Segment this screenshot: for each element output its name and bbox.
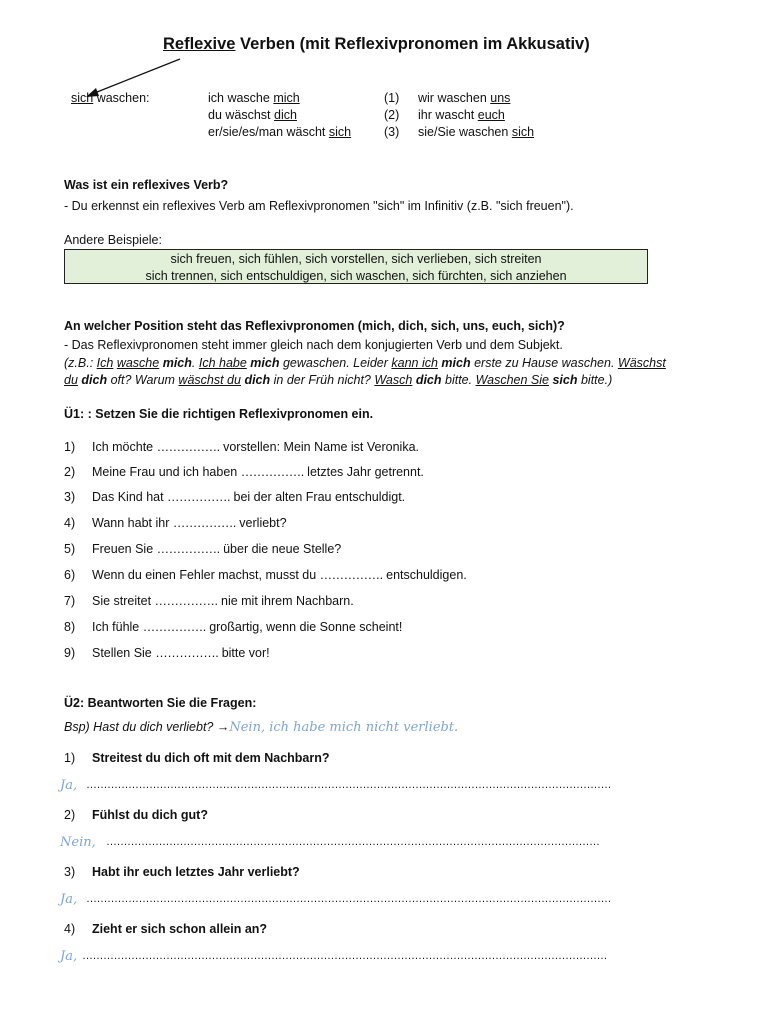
ex2-question: Habt ihr euch letztes Jahr verliebt? <box>92 865 300 879</box>
singular-2 <box>208 108 297 122</box>
ex1-item-before: Sie streitet <box>92 594 155 608</box>
ex2-question: Fühlst du dich gut? <box>92 808 208 822</box>
ex-verb: wasche <box>116 356 160 370</box>
singular-pronoun: dich <box>274 108 297 122</box>
plural-text: sie/Sie waschen <box>418 125 512 139</box>
ex-verb: Waschen Sie <box>475 373 549 387</box>
q2-example-line-1 <box>64 356 666 370</box>
ex1-item-number: 3) <box>64 490 76 504</box>
singular-3 <box>208 125 351 139</box>
ex1-item <box>92 568 467 582</box>
plural-pronoun: uns <box>490 91 511 105</box>
ex-pronoun: mich <box>162 356 192 370</box>
ex1-item-blank[interactable]: ……………. <box>156 440 220 454</box>
ex1-item-after: bei der alten Frau entschuldigt. <box>230 490 406 504</box>
ex2-answer-line[interactable]: …………………………………………………………………………………………………………………………… <box>106 836 600 848</box>
ex1-item-after: bitte vor! <box>218 646 270 660</box>
ex1-item-number: 6) <box>64 568 76 582</box>
examples-label: Andere Beispiele: <box>64 233 162 247</box>
person-number-2: (2) <box>384 108 400 122</box>
ex-pronoun: mich <box>441 356 471 370</box>
ex1-heading: Ü1: : Setzen Sie die richtigen Reflexivpronomen ein. <box>64 407 374 421</box>
ex2-answer-hint: Ja, <box>60 892 78 907</box>
ex1-item <box>92 542 341 556</box>
ex2-answer-line[interactable]: …………………………………………………………………………………………………………………………………… <box>86 893 611 905</box>
ex-text: . <box>191 356 199 370</box>
ex1-item-after: über die neue Stelle? <box>219 542 342 556</box>
ex1-item-after: entschuldigen. <box>382 568 467 582</box>
ex1-item-blank[interactable]: ……………. <box>319 568 383 582</box>
ex1-item <box>92 465 424 479</box>
ex-text: in der Früh nicht? <box>270 373 375 387</box>
examples-box <box>64 249 648 284</box>
ex1-item-before: Meine Frau und ich haben <box>92 465 241 479</box>
ex-text: (z.B.: <box>64 356 97 370</box>
ex1-item-after: nie mit ihrem Nachbarn. <box>217 594 354 608</box>
ex1-item <box>92 440 419 454</box>
title-reflexive: Reflexive <box>163 35 236 53</box>
infinitive-rest: waschen: <box>93 91 150 105</box>
ex1-item-after: verliebt? <box>235 516 287 530</box>
ex1-item-blank[interactable]: ……………. <box>240 465 304 479</box>
ex1-item <box>92 646 270 660</box>
ex1-item <box>92 594 354 608</box>
ex1-item-after: großartig, wenn die Sonne scheint! <box>205 620 403 634</box>
arrow-right-icon: → <box>216 720 230 734</box>
ex2-answer-hint: Nein, <box>60 835 96 850</box>
ex1-item-number: 4) <box>64 516 76 530</box>
ex2-question-number: 1) <box>64 751 76 765</box>
ex-text: gewaschen. Leider <box>279 356 392 370</box>
plural-text: wir waschen <box>418 91 491 105</box>
ex2-example-question: Bsp) Hast du dich verliebt? <box>64 720 217 734</box>
ex2-answer-hint: Ja, <box>60 949 78 964</box>
ex1-item <box>92 516 287 530</box>
infinitive <box>71 91 150 105</box>
plural-3 <box>418 125 534 139</box>
ex2-example-answer: Nein, ich habe mich nicht verliebt. <box>229 720 459 735</box>
ex1-item-number: 1) <box>64 440 76 454</box>
singular-text: du wäschst <box>208 108 275 122</box>
ex-verb: Wasch <box>374 373 413 387</box>
plural-text: ihr wascht <box>418 108 478 122</box>
plural-pronoun: euch <box>477 108 505 122</box>
ex1-item <box>92 620 402 634</box>
ex-subject: du <box>64 373 78 387</box>
ex1-item-blank[interactable]: ……………. <box>156 542 220 556</box>
ex1-item-before: Ich möchte <box>92 440 157 454</box>
ex2-example <box>64 720 458 735</box>
ex2-heading: Ü2: Beantworten Sie die Fragen: <box>64 696 257 710</box>
person-number-1: (1) <box>384 91 400 105</box>
ex2-question: Streitest du dich oft mit dem Nachbarn? <box>92 751 330 765</box>
singular-pronoun: sich <box>328 125 352 139</box>
ex1-item-blank[interactable]: ……………. <box>167 490 231 504</box>
ex1-item <box>92 490 405 504</box>
q1-text: - Du erkennst ein reflexives Verb am Reflexivpronomen "sich" im Infinitiv (z.B. "sich freuen"). <box>64 199 574 213</box>
ex-text: bitte.) <box>577 373 613 387</box>
q2-text: - Das Reflexivpronomen steht immer gleich nach dem konjugierten Verb und dem Subjekt. <box>64 338 563 352</box>
ex-pronoun: dich <box>415 373 442 387</box>
ex-text: bitte. <box>441 373 476 387</box>
q2-heading: An welcher Position steht das Reflexivpronomen (mich, dich, sich, uns, euch, sich)? <box>64 319 565 333</box>
singular-text: ich wasche <box>208 91 274 105</box>
ex1-item-after: letztes Jahr getrennt. <box>303 465 424 479</box>
ex1-item-number: 2) <box>64 465 76 479</box>
examples-line-2: sich trennen, sich entschuldigen, sich waschen, sich fürchten, sich anziehen <box>145 268 567 283</box>
ex2-answer-line[interactable]: …………………………………………………………………………………………………………………………………… <box>86 779 611 791</box>
singular-1 <box>208 91 300 105</box>
ex2-question-number: 4) <box>64 922 76 936</box>
ex-verb: Wäschst <box>617 356 666 370</box>
plural-pronoun: sich <box>511 125 535 139</box>
ex1-item-before: Wenn du einen Fehler machst, musst du <box>92 568 320 582</box>
ex2-question-number: 2) <box>64 808 76 822</box>
examples-line-1: sich freuen, sich fühlen, sich vorstellen, sich verlieben, sich streiten <box>170 252 542 266</box>
ex1-item-blank[interactable]: ……………. <box>154 594 218 608</box>
ex-verb: kann ich <box>391 356 438 370</box>
ex1-item-blank[interactable]: ……………. <box>142 620 206 634</box>
ex1-item-before: Stellen Sie <box>92 646 156 660</box>
ex-verb: Ich habe <box>198 356 247 370</box>
title-rest: Verben (mit Reflexivpronomen im Akkusativ) <box>235 35 590 53</box>
ex-pronoun: sich <box>552 373 578 387</box>
plural-2 <box>418 108 505 122</box>
ex-verb: wäschst du <box>178 373 241 387</box>
q1-heading: Was ist ein reflexives Verb? <box>64 178 229 192</box>
plural-1 <box>418 91 510 105</box>
ex-subject: Ich <box>96 356 114 370</box>
ex1-item-before: Ich fühle <box>92 620 143 634</box>
ex-pronoun: mich <box>250 356 280 370</box>
ex1-item-number: 5) <box>64 542 76 556</box>
ex-text: oft? Warum <box>107 373 179 387</box>
ex-text: erste zu Hause waschen. <box>470 356 618 370</box>
ex1-item-number: 8) <box>64 620 76 634</box>
singular-text: er/sie/es/man wäscht <box>208 125 329 139</box>
ex2-question: Zieht er sich schon allein an? <box>92 922 268 936</box>
ex1-item-number: 9) <box>64 646 76 660</box>
q2-example-line-2 <box>64 373 612 387</box>
ex2-answer-hint: Ja, <box>60 778 78 793</box>
ex1-item-before: Das Kind hat <box>92 490 168 504</box>
person-number-3: (3) <box>384 125 400 139</box>
infinitive-pronoun: sich <box>71 91 94 105</box>
ex1-item-blank[interactable]: ……………. <box>172 516 236 530</box>
ex1-item-before: Freuen Sie <box>92 542 157 556</box>
ex2-question-number: 3) <box>64 865 76 879</box>
ex1-item-before: Wann habt ihr <box>92 516 173 530</box>
singular-pronoun: mich <box>273 91 300 105</box>
ex-pronoun: dich <box>81 373 108 387</box>
ex1-item-number: 7) <box>64 594 76 608</box>
ex1-item-after: vorstellen: Mein Name ist Veronika. <box>219 440 419 454</box>
ex2-answer-line[interactable]: …………………………………………………………………………………………………………………………………… <box>82 950 607 962</box>
ex1-item-blank[interactable]: ……………. <box>155 646 219 660</box>
ex-pronoun: dich <box>244 373 271 387</box>
